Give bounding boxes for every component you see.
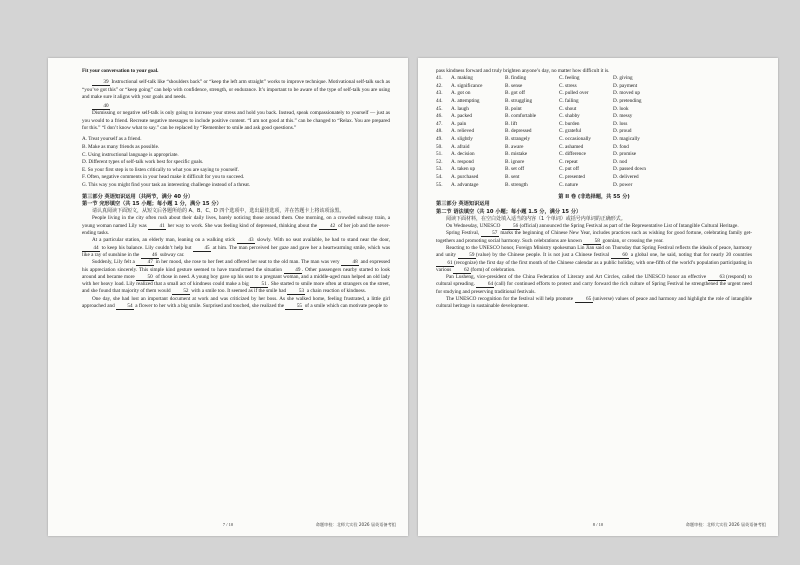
choice-option-b: B. lift (505, 120, 518, 127)
choice-row (436, 166, 667, 174)
cloze-blank: 41 (148, 223, 166, 230)
grammar-text: by the Chinese people. It is not just a Chinese festival (492, 252, 611, 259)
grammar-paragraph (436, 230, 752, 245)
choice-option-a: A. purchased (451, 174, 479, 181)
grammar-passage (436, 223, 752, 311)
section1-heading: 第一节 完形填空（共 15 小题；每小题 1 分，满分 15 分） (82, 200, 222, 207)
cloze-blank: 52 (172, 288, 190, 295)
choice-option-c: C. nature (559, 181, 579, 188)
choice-option-b: B. set off (505, 166, 525, 173)
cloze-blank: 49 (284, 267, 302, 274)
grammar-hint: (universe) (592, 296, 616, 303)
choice-option-c: C. stress (559, 82, 577, 89)
choice-option-a: A. relieved (451, 128, 475, 135)
paragraph-39 (82, 79, 390, 101)
part3-heading: 第三部分 英语知识运用（共两节，满分 40 分） (82, 193, 194, 200)
grammar-blank: 57 (481, 230, 499, 237)
choice-option-d: D. delivered (613, 174, 639, 181)
cloze-text: in her mood, she rose to her feet and offered her seat to the old man. The man was very (154, 259, 342, 266)
paragraph-40: Dismissing or negative self-talk is only going to increase your stress and hold you back. Instead, speak compassionately to yourself — just as you would to a friend. Recreate negative messages to include positive content. “I am not good at this.” can be changed to “Relax. You are prepared for this.” “I don’t know what to say.” can be replaced by “Remember to smile and ask good questions.” (82, 110, 390, 132)
grammar-hint: (respond) (726, 274, 748, 281)
cloze-blank: 54 (116, 303, 134, 310)
cloze-text: People living in the city often rush about their daily lives, barely noticing those around them. One morning, on a crowded subway train, a young woman named Lily was (82, 215, 390, 229)
choice-option-a: A. making (451, 75, 473, 82)
option-item: A. Treat yourself as a friend. (82, 136, 142, 143)
choices-table (436, 75, 667, 189)
choice-option-d: D. passed down (613, 166, 646, 173)
grammar-text: Spring Festival, (446, 230, 481, 237)
choice-option-b: B. depressed (505, 128, 532, 135)
choice-option-a: A. laugh (451, 105, 469, 112)
cloze-blank: 50 (136, 274, 154, 281)
choice-number: 46. (436, 113, 443, 120)
choice-number: 45. (436, 105, 443, 112)
choice-option-a: A. significance (451, 82, 483, 89)
cloze-blank: 47 (136, 259, 154, 266)
grammar-blank: 65 (575, 296, 593, 303)
choice-option-d: D. power (613, 181, 633, 188)
page-number: 7 / 10 (222, 522, 234, 527)
cloze-text: with a smile too. It seemed as if the smile had (189, 288, 288, 295)
choice-option-a: A. advantage (451, 181, 479, 188)
option-item: B. Make as many friends as possible. (82, 143, 160, 150)
cloze-blank: 53 (287, 288, 305, 295)
choice-number: 53. (436, 166, 443, 173)
cloze-text: Suddenly, Lily felt a (92, 259, 137, 266)
choice-row (436, 144, 667, 152)
page-footer (48, 522, 408, 530)
choice-option-d: D. loss (613, 120, 628, 127)
choice-option-c: C. burden (559, 120, 580, 127)
options-list (82, 136, 390, 189)
choice-option-c: C. feeling (559, 75, 580, 82)
grammar-paragraph (436, 296, 752, 311)
grammar-text: to cultural spreading. (436, 274, 752, 288)
section1-instructions: 请认真阅读下面短文，从短文后各题所给的 A、B、C、D 四个选项中，选出最佳选项，并在答题卡上将该项涂黑。 (92, 208, 345, 215)
option-item: G. This way you might find your task an interesting challenge instead of a threat. (82, 181, 251, 188)
choice-number: 41. (436, 75, 443, 82)
section-title: Fit your conversation to your goal. (82, 68, 159, 74)
choice-row (436, 136, 667, 144)
passage-continuation: pass kindness forward and truly brighten anyone’s day, no matter how difficult it is. (436, 68, 610, 74)
paragraph-39-text: Instructional self-talk like “shoulders back” or “keep the left arm straight” works to improve technique. Motivational self-talk such as “you’ve got this” or “keep going” can help with confidence, strength, or endurance. It’s important to be aware of the type of self-talk you are using and make sure it aligns with your goals and needs. (82, 79, 390, 100)
option-item: D. Different types of self-talk work best for specific goals. (82, 159, 204, 166)
grammar-blank: 63 (708, 274, 726, 281)
choice-number: 42. (436, 82, 443, 89)
choice-option-c: C. shabby (559, 113, 580, 120)
choice-option-b: B. point (505, 105, 522, 112)
choice-row (436, 121, 667, 129)
choice-row (436, 174, 667, 182)
grammar-text: Pan Lusheng, vice-president of the China Federation of Literary and Art Circles, called the UNESCO honor an effective (446, 274, 709, 281)
section2-instructions: 阅读下面材料，在空白处填入适当的内容（1 个单词）或括号内单词的正确形式。 (446, 215, 626, 222)
choice-option-c: C. occasionally (559, 136, 591, 143)
choice-option-c: C. ashamed (559, 143, 584, 150)
grammar-paragraph (436, 274, 752, 296)
choice-option-b: B. struggling (505, 98, 533, 105)
grammar-blank: 59 (458, 252, 476, 259)
cloze-paragraph (82, 237, 390, 259)
page-number: 8 / 10 (592, 522, 604, 527)
choice-option-a: A. afraid (451, 143, 470, 150)
cloze-text: of those in need. A young boy gave up his seat to a pregnant woman, and a middle-aged man helped an old lady with her heavy load. Lily realized that a small act of kindness could make a big (82, 273, 390, 288)
choice-option-b: B. aware (505, 143, 524, 150)
choice-option-b: B. comfortable (505, 113, 537, 120)
choice-option-a: A. slightly (451, 136, 473, 143)
choice-option-c: C. shout (559, 105, 577, 112)
part2-title: 第 II 卷 (非选择题，共 55 分) (558, 194, 630, 201)
cloze-text: of a smile which can motivate people to (303, 302, 388, 309)
cloze-text: her way to work. She was feeling kind of depressed, thinking about the (166, 222, 319, 229)
choice-option-a: A. respond (451, 158, 474, 165)
cloze-blank: 48 (341, 259, 359, 266)
choice-option-d: D. moved up (613, 90, 640, 97)
choice-row (436, 83, 667, 91)
choice-number: 48. (436, 128, 443, 135)
grammar-paragraph (436, 245, 752, 274)
choice-row (436, 159, 667, 167)
cloze-text: slowly. With no seat available, he had to stand near the door, (254, 237, 390, 244)
cloze-blank: 51 (250, 281, 268, 288)
cloze-blank: 44 (82, 245, 100, 252)
choice-number: 55. (436, 181, 443, 188)
choice-option-a: A. taken up (451, 166, 476, 173)
grammar-hint: (call) (494, 281, 507, 288)
choice-option-b: B. mistake (505, 151, 528, 158)
choice-option-d: D. nod (613, 158, 628, 165)
choice-option-c: C. difference (559, 151, 586, 158)
cloze-paragraph (82, 296, 390, 311)
choice-option-b: B. sense (505, 82, 523, 89)
choice-number: 50. (436, 143, 443, 150)
choice-option-d: D. payment (613, 82, 638, 89)
cloze-text: At a particular station, an elderly man, leaning on a walking stick (92, 237, 237, 244)
choice-number: 49. (436, 136, 443, 143)
choice-option-c: C. pulled over (559, 90, 589, 97)
blank-40: 40 (92, 103, 110, 110)
choice-option-d: D. fond (613, 143, 629, 150)
grammar-blank: 56 (502, 223, 520, 230)
cloze-blank: 42 (319, 223, 337, 230)
choice-number: 44. (436, 98, 443, 105)
cloze-text: . Other passengers nearby started to look around and became more (82, 266, 391, 280)
cloze-paragraph (82, 259, 390, 295)
cloze-text: a flower to her with a big smile. Surprised and touched, she realized the (134, 302, 286, 309)
grammar-text: a global one, he said, noting that for nearly 20 countries (628, 252, 752, 259)
choice-row (436, 128, 667, 136)
grammar-hint: (recognize) (454, 259, 480, 266)
cloze-text: of her job and the never-ending tasks. (82, 222, 390, 237)
grammar-text: values of peace and harmony and highlight the role of intangible cultural heritage in sustainable development. (436, 296, 753, 310)
choice-option-b: B. sent (505, 174, 520, 181)
footer-note: 命题审校：北师大实验 2026 届英语备考组 (685, 522, 766, 527)
choice-number: 52. (436, 158, 443, 165)
choice-row (436, 151, 667, 159)
page-8 (418, 58, 778, 536)
choice-option-c: C. failing (559, 98, 579, 105)
cloze-blank: 46 (141, 252, 159, 259)
grammar-blank: 61 (436, 260, 454, 267)
choice-option-b: B. got off (505, 90, 525, 97)
right-part3-heading: 第三部分 英语知识运用 (436, 201, 490, 208)
grammar-hint: (form) (470, 266, 486, 273)
choice-row (436, 90, 667, 98)
page-footer (418, 522, 778, 530)
grammar-text: announced the Spring Festival as part of the Representative List of Intangible Cultural Heritage. (539, 223, 739, 230)
grammar-text: The UNESCO recognition for the festival will help promote (446, 296, 575, 303)
choice-row (436, 182, 667, 190)
grammar-text: Reacting to the UNESCO honor, Foreign Ministry spokesman Lin Jian said on Thursday that Spring Festival reflects the ideals of peace, harmony and unity (436, 244, 752, 259)
choice-number: 51. (436, 151, 443, 158)
option-item: E. So your first step is to listen critically to what you are saying to yourself. (82, 166, 239, 173)
choice-option-d: D. giving (613, 75, 633, 82)
section2-heading: 第二节 语法填空（共 10 小题；每小题 1.5 分，满分 15 分） (436, 208, 582, 215)
choice-option-b: B. strength (505, 181, 528, 188)
cloze-blank: 55 (285, 303, 303, 310)
choice-option-a: A. attempting (451, 98, 480, 105)
choice-option-d: D. messy (613, 113, 633, 120)
grammar-blank: 64 (476, 281, 494, 288)
choice-number: 47. (436, 120, 443, 127)
grammar-blank: 58 (583, 238, 601, 245)
choice-number: 54. (436, 174, 443, 181)
choice-number: 43. (436, 90, 443, 97)
grammar-hint: (value) (475, 252, 493, 259)
cloze-text: One day, she had lost an important document at work and was criticized by her boss. As she walked home, feeling frustrated, a little girl approached and (82, 295, 390, 309)
grammar-text: On Wednesday, UNESCO (446, 223, 502, 230)
option-item: C. Using instructional language is appropriate. (82, 151, 179, 158)
blank-39: 39 (92, 79, 110, 86)
choice-option-d: D. look (613, 105, 629, 112)
choice-option-a: A. packed (451, 113, 473, 120)
cloze-paragraph (82, 215, 390, 237)
page-7 (48, 58, 408, 536)
choice-option-d: D. promise (613, 151, 637, 158)
cloze-text: at him. The man perceived her gaze and gave her a heartwarming smile, which was like a ray of sunshine in the (82, 244, 390, 258)
grammar-text: the first day of the first month of the Chinese calendar as a public holiday, with one-fifth of the world’s population participating in various (436, 259, 752, 273)
choice-option-b: B. strangely (505, 136, 531, 143)
choice-option-d: D. proud (613, 128, 632, 135)
choice-option-a: A. got on (451, 90, 471, 97)
cloze-text: to keep his balance. Lily couldn’t help but (100, 244, 194, 251)
option-item: F. Often, negative comments in your head make it difficult for you to succeed. (82, 174, 245, 181)
choice-option-c: C. grateful (559, 128, 582, 135)
choice-option-d: D. pretending (613, 98, 642, 105)
choice-option-c: C. presented (559, 174, 585, 181)
grammar-text: gonnian, or crossing the year. (601, 237, 664, 244)
cloze-text: a chain reaction of kindness. (305, 288, 366, 295)
grammar-blank: 62 (453, 267, 471, 274)
choice-option-d: D. magically (613, 136, 640, 143)
cloze-blank: 45 (193, 245, 211, 252)
choice-option-a: A. decision (451, 151, 475, 158)
choice-row (436, 75, 667, 83)
choice-row (436, 98, 667, 106)
cloze-text: . She started to smile more often at strangers on the street, and she found that majority of them would (82, 281, 390, 295)
cloze-blank: 43 (237, 237, 255, 244)
choice-row (436, 113, 667, 121)
choice-option-c: C. repeat (559, 158, 578, 165)
footer-note: 命题审校：北师大实验 2026 届英语备考组 (315, 522, 396, 527)
grammar-text: for continued efforts to protect and carry forward the rich culture of Spring Festival he strengthened the urgent need for studying and preserving traditional festivals. (436, 281, 752, 295)
grammar-text: marks the beginning of Chinese New Year, includes practices such as wishing for good fortune, celebrating family get-togethers and promoting social harmony. Such celebrations are known (436, 230, 752, 244)
choice-option-b: B. finding (505, 75, 527, 82)
grammar-text: of celebration. (485, 266, 516, 273)
choice-row (436, 106, 667, 114)
choice-option-b: B. ignore (505, 158, 525, 165)
cloze-text: subway car. (158, 251, 185, 258)
choice-option-a: A. pain (451, 120, 467, 127)
choice-option-c: C. put off (559, 166, 579, 173)
cloze-text: and expressed his appreciation sincerely. This simple kind gesture seemed to have transformed the situation (82, 259, 390, 273)
grammar-hint: (official) (519, 223, 540, 230)
cloze-passage (82, 215, 390, 310)
grammar-blank: 60 (611, 252, 629, 259)
